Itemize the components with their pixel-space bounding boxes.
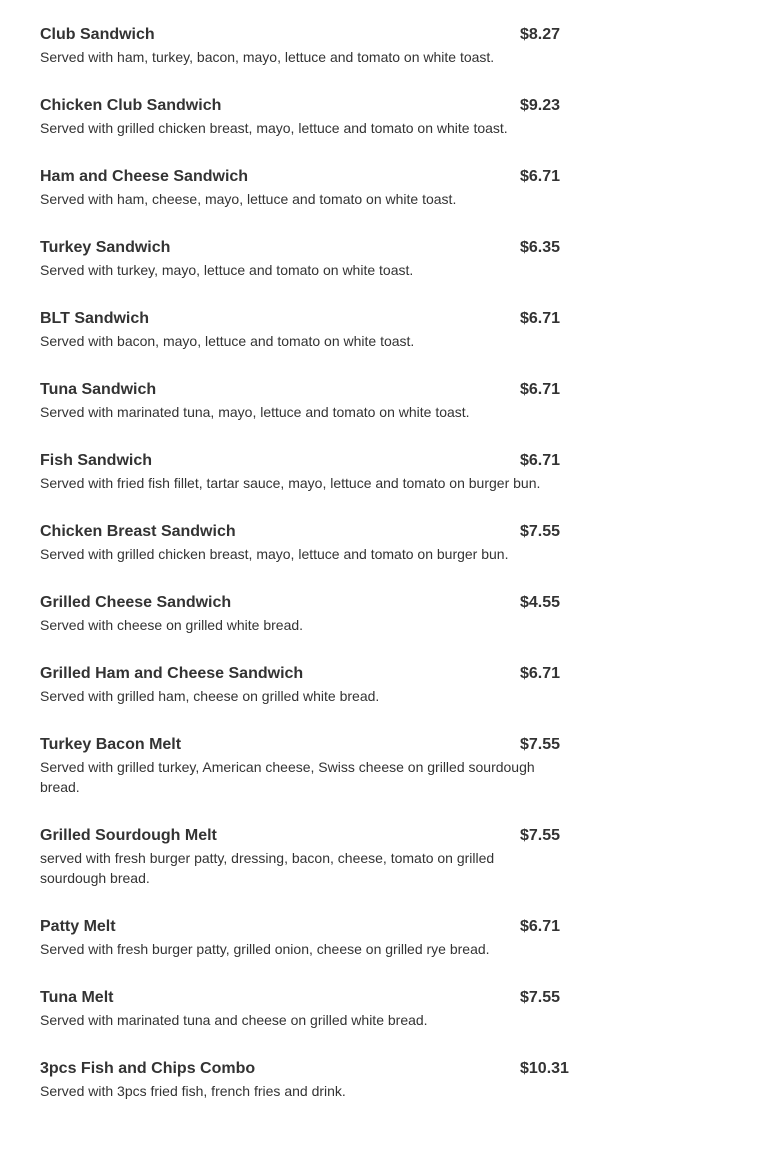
menu-item-price: $7.55	[520, 989, 561, 1006]
menu-item-description: Served with ham, turkey, bacon, mayo, lettuce and tomato on white toast.	[40, 49, 495, 65]
menu-item-price: $8.27	[520, 26, 561, 43]
menu-item-name: Turkey Sandwich	[40, 239, 171, 256]
menu-item	[40, 25, 570, 67]
menu-item-header	[40, 917, 570, 937]
menu-item-name: Tuna Melt	[40, 989, 114, 1006]
menu-item	[40, 167, 570, 209]
menu-item-header	[40, 735, 570, 755]
menu-item-header	[40, 1059, 570, 1079]
menu-item	[40, 380, 570, 422]
menu-item-price: $6.71	[520, 918, 561, 935]
menu-item	[40, 238, 570, 280]
menu-item-header	[40, 451, 570, 471]
menu-item-description: Served with grilled ham, cheese on grilled white bread.	[40, 688, 380, 704]
menu-item-name: Fish Sandwich	[40, 452, 153, 469]
menu-item-name: Grilled Sourdough Melt	[40, 827, 217, 844]
menu-item-header	[40, 309, 570, 329]
menu-item-description: Served with grilled chicken breast, mayo, lettuce and tomato on burger bun.	[40, 546, 509, 562]
menu-item	[40, 664, 570, 706]
menu-item-name: Club Sandwich	[40, 26, 155, 43]
menu-item-price: $6.71	[520, 665, 561, 682]
menu-item-description: Served with ham, cheese, mayo, lettuce and tomato on white toast.	[40, 191, 457, 207]
menu-item-header	[40, 167, 570, 187]
menu-item-description: Served with cheese on grilled white bread.	[40, 617, 304, 633]
menu-item-price: $6.71	[520, 168, 561, 185]
menu-item-header	[40, 25, 570, 45]
menu-item	[40, 96, 570, 138]
menu-item-name: Grilled Ham and Cheese Sandwich	[40, 665, 304, 682]
menu-item-name: Grilled Cheese Sandwich	[40, 594, 232, 611]
menu-item-header	[40, 664, 570, 684]
menu-item	[40, 309, 570, 351]
menu-item-price: $7.55	[520, 523, 561, 540]
menu-item-header	[40, 238, 570, 258]
menu-item-description: Served with marinated tuna, mayo, lettuce and tomato on white toast.	[40, 404, 470, 420]
menu-item	[40, 451, 570, 493]
menu-item-description: Served with bacon, mayo, lettuce and tomato on white toast.	[40, 333, 415, 349]
menu-item-price: $6.71	[520, 310, 561, 327]
menu-item-description: Served with grilled chicken breast, mayo, lettuce and tomato on white toast.	[40, 120, 508, 136]
menu-item-description: Served with grilled turkey, American cheese, Swiss cheese on grilled sourdough bread.	[40, 759, 535, 795]
menu-item-description: served with fresh burger patty, dressing, bacon, cheese, tomato on grilled sourdough bread.	[40, 850, 495, 886]
menu-item	[40, 988, 570, 1030]
menu-item-price: $7.55	[520, 736, 561, 753]
menu-item	[40, 826, 570, 888]
menu-item-header	[40, 380, 570, 400]
menu-item-description: Served with fried fish fillet, tartar sauce, mayo, lettuce and tomato on burger bun.	[40, 475, 541, 491]
menu-item	[40, 735, 570, 797]
menu-item	[40, 917, 570, 959]
menu-item-price: $6.71	[520, 452, 561, 469]
menu-item-name: Patty Melt	[40, 918, 116, 935]
menu-item-header	[40, 826, 570, 846]
menu-item-name: Tuna Sandwich	[40, 381, 157, 398]
menu-item-description: Served with marinated tuna and cheese on grilled white bread.	[40, 1012, 428, 1028]
menu-item	[40, 593, 570, 635]
menu-item-header	[40, 988, 570, 1008]
menu-item-description: Served with turkey, mayo, lettuce and tomato on white toast.	[40, 262, 414, 278]
menu-item-header	[40, 96, 570, 116]
menu-item-name: BLT Sandwich	[40, 310, 150, 327]
menu-item-name: Chicken Breast Sandwich	[40, 523, 236, 540]
menu-item	[40, 1059, 570, 1101]
menu-item-price: $9.23	[520, 97, 561, 114]
menu-item-name: 3pcs Fish and Chips Combo	[40, 1060, 256, 1077]
menu-item-name: Chicken Club Sandwich	[40, 97, 222, 114]
menu-item-price: $10.31	[520, 1060, 569, 1077]
menu-item-price: $7.55	[520, 827, 561, 844]
menu-item-name: Turkey Bacon Melt	[40, 736, 182, 753]
menu-item-price: $6.71	[520, 381, 561, 398]
menu-item-description: Served with 3pcs fried fish, french fries and drink.	[40, 1083, 346, 1099]
menu-item-price: $4.55	[520, 594, 561, 611]
menu-item-description: Served with fresh burger patty, grilled onion, cheese on grilled rye bread.	[40, 941, 490, 957]
menu-item-header	[40, 522, 570, 542]
menu-item-header	[40, 593, 570, 613]
menu-item-name: Ham and Cheese Sandwich	[40, 168, 249, 185]
menu-item	[40, 522, 570, 564]
menu-item-price: $6.35	[520, 239, 561, 256]
